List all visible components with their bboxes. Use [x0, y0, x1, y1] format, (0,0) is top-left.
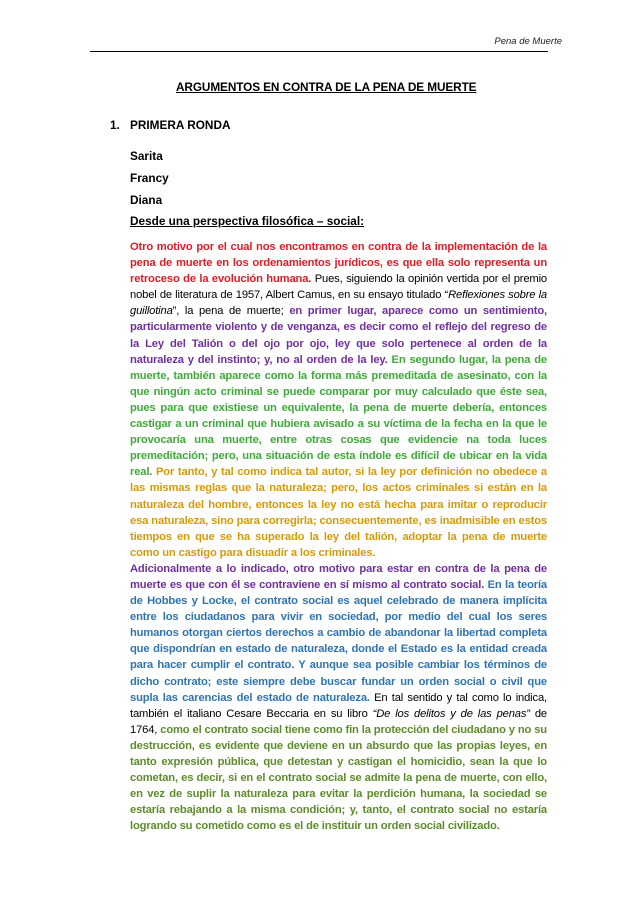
- book-title: “De los delitos y de las penas”: [372, 707, 530, 720]
- participant-name: Francy: [130, 171, 169, 185]
- text-segment: como el contrato social tiene como fin la protección del ciudadano y no su destrucción, es evidente que deviene en un absurdo que las propias leyes, en tanto expresión pública, que detestan y castigan el homicidio, sean la que lo cometan, es decir, si en el contrato social se admite la pena de muerte, con ello, en vez de suplir la naturaleza para evitar la perdición humana, la sociedad se estaría rebajando a la misma condición; y, tanto, el contrato social no estaría logrando su cometido como es el de instituir un orden social civilizado.: [130, 723, 547, 833]
- text-segment: Adicionalmente a lo indicado, otro motivo para estar en contra de la pena de muerte es que con él se contraviene en sí mismo al contrato social.: [130, 562, 547, 591]
- text-segment: de 1764,: [130, 707, 547, 736]
- text-segment: En la teoría de Hobbes y Locke, el contrato social es aquel celebrado de manera implícita entre los ciudadanos para vivir en sociedad, por medio del cual los seres humanos otorgan ciertos derechos a cambio de abandonar la libertad completa que dispondrían en estado de naturaleza, donde el Estado es la entidad creada para hacer cumplir el contrato. Y aunque sea posible cambiar los términos de dicho contrato; este siempre debe buscar fundar un orden social o civil que supla las carencias del estado de naturaleza.: [130, 578, 548, 704]
- header-divider: [90, 51, 548, 52]
- section-heading: [110, 118, 231, 132]
- section-title: PRIMERA RONDA: [130, 118, 231, 132]
- text-segment: Otro motivo por el cual nos encontramos en contra de la implementación de la pena de muerte en los ordenamientos jurídicos, es que ella solo representa un retroceso de la evolución humana.: [130, 241, 547, 286]
- paragraph: [130, 561, 547, 835]
- participant-name: Sarita: [130, 149, 163, 163]
- section-number: 1.: [110, 118, 120, 132]
- participant-name: Diana: [130, 193, 163, 207]
- document-title: ARGUMENTOS EN CONTRA DE LA PENA DE MUERTE: [176, 80, 477, 94]
- text-segment: En segundo lugar, la pena de muerte, también aparece como la forma más premeditada de asesinato, con la que ningún acto criminal se puede comparar por muy calculado que éste sea, pues para que existiese un equivalente, la pena de muerte debería, entonces castigar a un criminal que hubiera avisado a su víctima de la fecha en la que le provocaría una muerte, entre otras cosas que evidencie na toda luces premeditación; pero, una situación de esta índole es difícil de ubicar en la vida real.: [130, 353, 547, 479]
- text-segment: Por tanto, y tal como indica tal autor, si la ley por definición no obedece a las mismas reglas que la naturaleza; pero, los actos criminales si están en la naturaleza del hombre, entonces la ley no está hecha para imitar o reproducir esa naturaleza, sino para corregirla; consecuentemente, es inadmisible en estos tiempos en que se ha superado la ley del talión, adoptar la pena de muerte como un castigo para disuadir a los criminales.: [130, 466, 547, 559]
- text-segment: En tal sentido y tal como lo indica, también el italiano Cesare Beccaria en su libro: [130, 691, 547, 720]
- paragraph: [130, 239, 547, 561]
- text-segment: ”, la pena de muerte;: [172, 305, 284, 318]
- argument-text: [130, 239, 547, 834]
- text-segment: en primer lugar, aparece como un sentimiento, particularmente violento y de venganza, es decir como el reflejo del regreso de la Ley del Talión o del ojo por ojo, ley que solo pertenece al orden de la naturaleza y del instinto; y, no al orden de la ley.: [130, 305, 547, 366]
- perspective-subheading: Desde una perspectiva filosófica – social:: [130, 214, 365, 228]
- running-header: Pena de Muerte: [494, 36, 562, 47]
- text-segment: Pues, siguiendo la opinión vertida por el premio nobel de literatura de 1957, Albert Camus, en su ensayo titulado “: [130, 273, 547, 302]
- book-title: Reflexiones sobre la guillotina: [130, 289, 547, 318]
